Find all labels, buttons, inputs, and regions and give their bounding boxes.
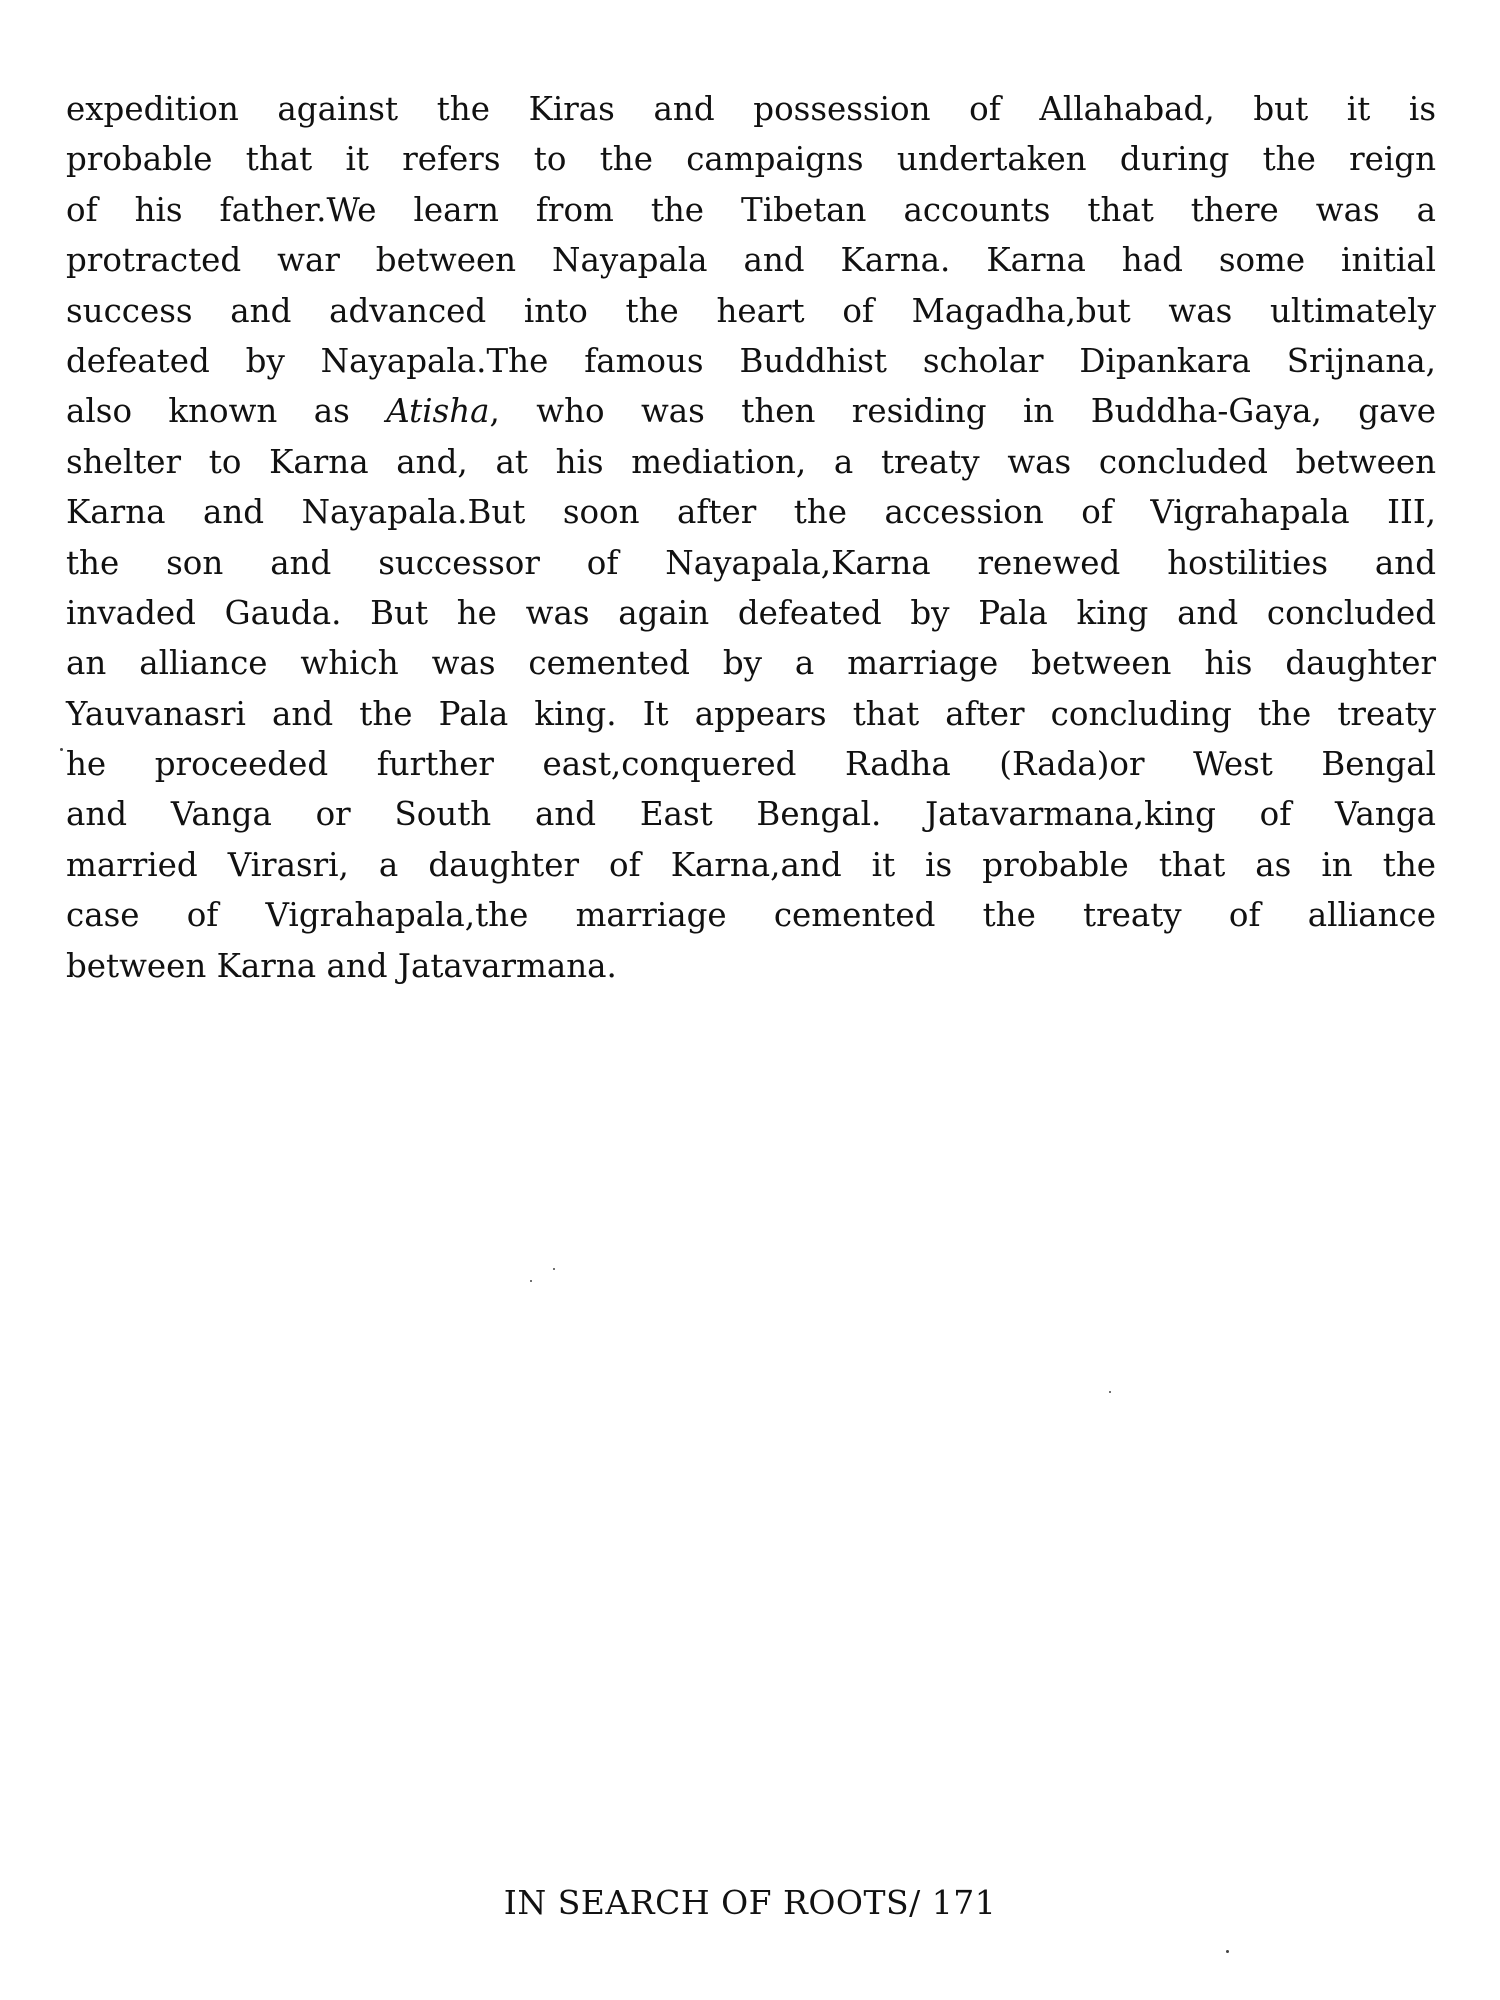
text-line: expedition against the Kiras and possession of Allahabad, but it is [66, 90, 1436, 128]
text-segment: also known as [66, 392, 387, 431]
text-line: of his father.We learn from the Tibetan accounts that there was a [66, 190, 1436, 229]
page-footer-running-title: IN SEARCH OF ROOTS/ 171 [503, 1883, 997, 1922]
scan-speck [530, 1280, 532, 1282]
text-segment: , who was then residing in Buddha-Gaya, gave [489, 392, 1436, 431]
scan-speck [553, 1268, 555, 1270]
text-line: an alliance which was cemented by a marriage between his daughter [66, 644, 1436, 683]
body-paragraph [66, 84, 1436, 991]
text-line: married Virasri, a daughter of Karna,and it is probable that as in the [66, 845, 1436, 884]
text-line: between Karna and Jatavarmana. [66, 946, 617, 985]
scan-speck [1109, 1391, 1111, 1393]
text-line: invaded Gauda. But he was again defeated by Pala king and concluded [66, 593, 1436, 632]
text-line [66, 386, 1436, 436]
text-line: Karna and Nayapala.But soon after the accession of Vigrahapala III, [66, 493, 1436, 532]
scan-speck [60, 748, 63, 751]
text-line: success and advanced into the heart of Magadha,but was ultimately [66, 291, 1436, 330]
text-line: shelter to Karna and, at his mediation, a treaty was concluded between [66, 442, 1436, 481]
text-line: Yauvanasri and the Pala king. It appears that after concluding the treaty [66, 694, 1436, 733]
text-line: the son and successor of Nayapala,Karna renewed hostilities and [66, 543, 1436, 582]
text-line: and Vanga or South and East Bengal. Jatavarmana,king of Vanga [66, 795, 1436, 834]
text-line: case of Vigrahapala,the marriage cemented the treaty of alliance [66, 896, 1436, 935]
text-line: probable that it refers to the campaigns undertaken during the reign [66, 140, 1436, 179]
italic-term-atisha: Atisha [386, 392, 490, 431]
scan-speck [1226, 1950, 1229, 1953]
text-line: defeated by Nayapala.The famous Buddhist scholar Dipankara Srijnana, [66, 341, 1436, 380]
text-line: he proceeded further east,conquered Radha (Rada)or West Bengal [66, 745, 1436, 784]
text-line: protracted war between Nayapala and Karna. Karna had some initial [66, 241, 1436, 280]
